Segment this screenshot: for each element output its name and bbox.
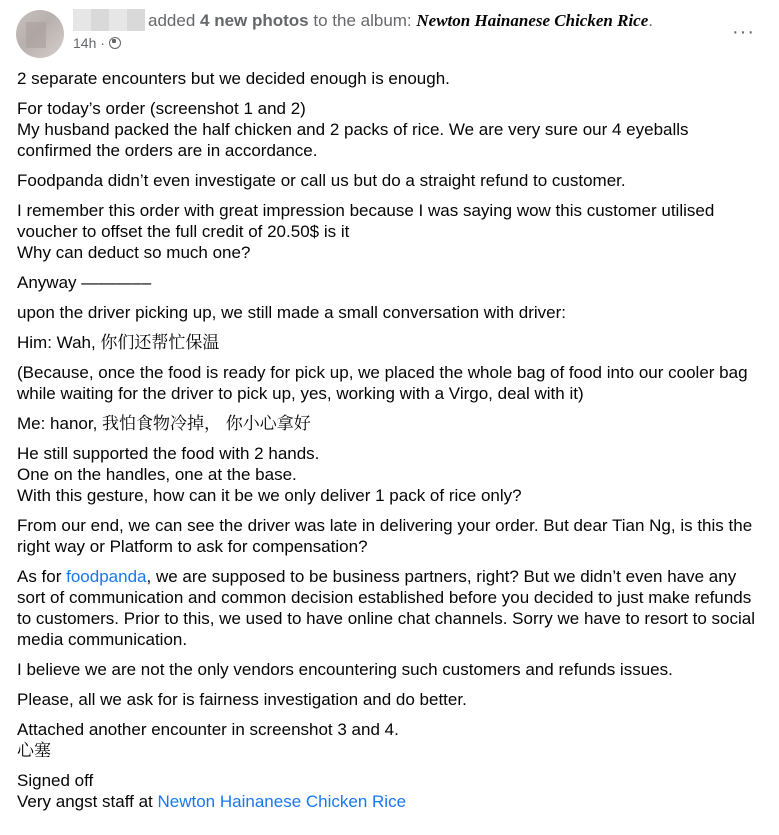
- paragraph-6: upon the driver picking up, we still made a small conversation with driver:: [17, 303, 566, 322]
- meta-separator: ·: [100, 35, 106, 51]
- paragraph-7: Him: Wah, 你们还帮忙保温: [17, 333, 220, 352]
- photo-count: 4 new photos: [200, 11, 309, 30]
- page-link[interactable]: Newton Hainanese Chicken Rice: [157, 792, 407, 811]
- author-name-redacted[interactable]: [73, 9, 145, 31]
- paragraph-14: Please, all we ask for is fairness investigation and do better.: [17, 690, 467, 709]
- globe-icon[interactable]: [109, 37, 121, 49]
- paragraph-10-line-3: With this gesture, how can it be we only deliver 1 pack of rice only?: [17, 486, 522, 505]
- paragraph-2-line-1: For today’s order (screenshot 1 and 2): [17, 99, 306, 118]
- album-suffix: .: [648, 11, 653, 30]
- action-mid: to the album:: [313, 11, 412, 30]
- paragraph-15-line-1: Attached another encounter in screenshot 3 and 4.: [17, 720, 399, 739]
- paragraph-16-pre: Very angst staff at: [17, 792, 158, 811]
- paragraph-15: [17, 719, 767, 761]
- post-headline: [148, 11, 653, 31]
- paragraph-4-line-2: Why can deduct so much one?: [17, 243, 251, 262]
- post-body: [17, 68, 767, 821]
- more-options-icon[interactable]: ···: [732, 21, 755, 43]
- paragraph-8: (Because, once the food is ready for pick up, we placed the whole bag of food into our cooler bag while waiting for the driver to pick up, yes, working with a Virgo, deal with it): [17, 363, 748, 403]
- paragraph-9: Me: hanor, 我怕食物冷掉， 你小心拿好: [17, 414, 311, 433]
- paragraph-12: [17, 566, 767, 650]
- paragraph-12-post: , we are supposed to be business partners, right? But we didn’t even have any sort of communication and common decision established before you decided to just make refunds to customers. Prior to this, we used to have online chat channels. Sorry we have to resort to social media communication.: [17, 567, 755, 649]
- paragraph-5: Anyway ———––: [17, 273, 152, 292]
- paragraph-12-pre: As for: [17, 567, 67, 586]
- paragraph-4: [17, 200, 767, 263]
- foodpanda-link[interactable]: foodpanda: [66, 567, 147, 586]
- paragraph-16-line-1: Signed off: [17, 771, 94, 790]
- paragraph-1: 2 separate encounters but we decided enough is enough.: [17, 69, 450, 88]
- paragraph-16: [17, 770, 767, 812]
- paragraph-15-line-2: 心塞: [17, 741, 51, 760]
- paragraph-10: [17, 443, 767, 506]
- action-prefix: added: [148, 11, 196, 30]
- paragraph-10-line-1: He still supported the food with 2 hands.: [17, 444, 320, 463]
- paragraph-2: [17, 98, 767, 161]
- timestamp[interactable]: 14h: [73, 35, 97, 51]
- paragraph-11: From our end, we can see the driver was late in delivering your order. But dear Tian Ng, is this the right way or Platform to ask for compensation?: [17, 516, 753, 556]
- paragraph-2-line-2: My husband packed the half chicken and 2 packs of rice. We are very sure our 4 eyeballs confirmed the orders are in accordance.: [17, 120, 689, 160]
- avatar[interactable]: [16, 10, 64, 58]
- paragraph-13: I believe we are not the only vendors encountering such customers and refunds issues.: [17, 660, 673, 679]
- paragraph-10-line-2: One on the handles, one at the base.: [17, 465, 297, 484]
- paragraph-3: Foodpanda didn’t even investigate or call us but do a straight refund to customer.: [17, 171, 626, 190]
- paragraph-4-line-1: I remember this order with great impression because I was saying wow this customer utilised voucher to offset the full credit of 20.50$ is it: [17, 201, 715, 241]
- album-link[interactable]: Newton Hainanese Chicken Rice: [416, 11, 649, 30]
- post-meta: [73, 35, 121, 51]
